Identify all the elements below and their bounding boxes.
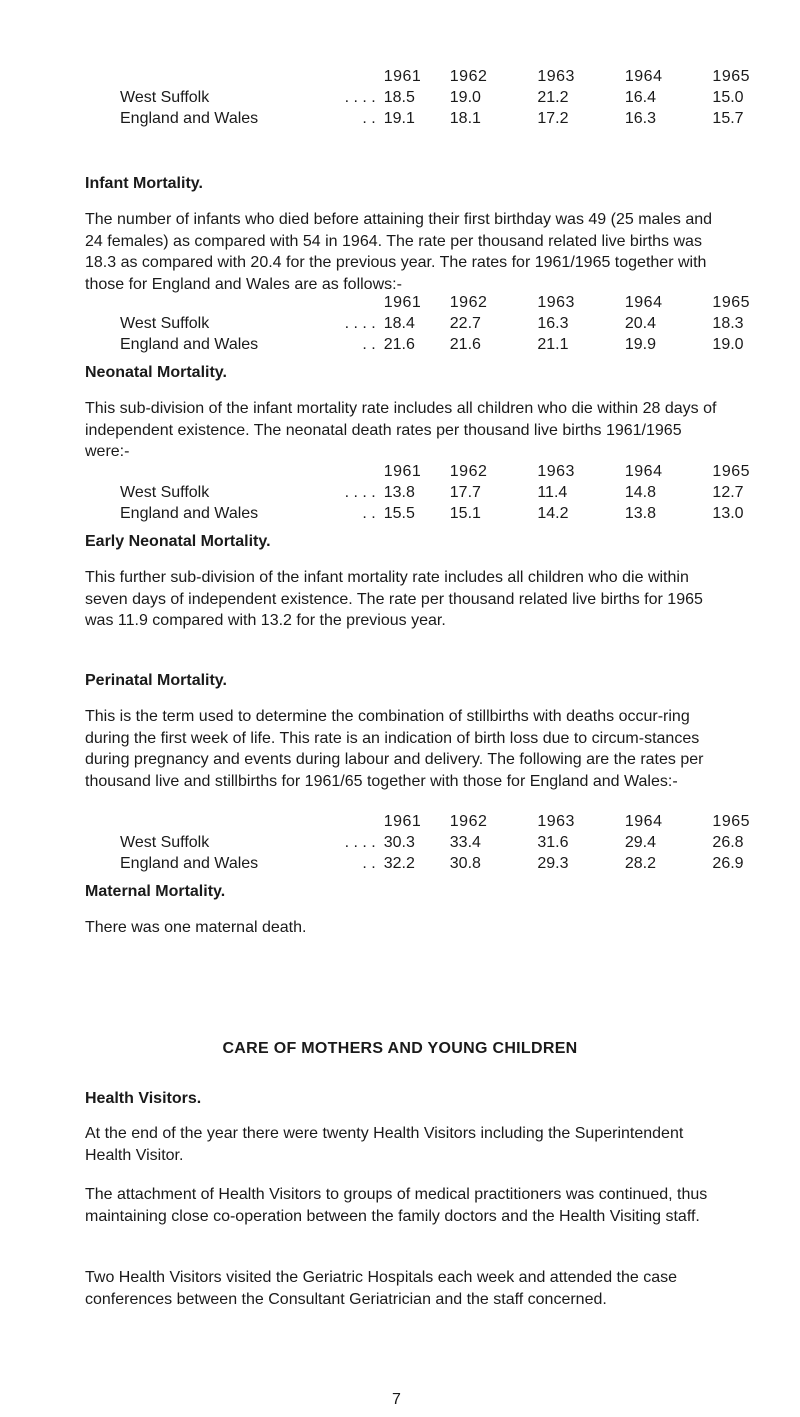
table-row (0, 313, 800, 334)
table-cell: 30.8 (449, 855, 481, 872)
page-number: 7 (392, 1391, 401, 1408)
table-row (0, 482, 800, 503)
leader-dots: . . (362, 505, 376, 522)
table-cell: 18.4 (383, 315, 415, 332)
perinatal-mortality-text: This is the term used to determine the combination of stillbirths with deaths occur-ring during the first week of life. This rate is an indication of birth loss due to circum-stances during pregnancy and events during labour and delivery. The following are the rates per thousand live and stillbirths for 1961/65 together with those for England and Wales:- (85, 708, 704, 790)
early-neonatal-heading: Early Neonatal Mortality. (85, 533, 271, 550)
health-visitors-text-1: At the end of the year there were twenty Health Visitors including the Superintendent Health Visitor. (85, 1125, 684, 1164)
infant-mortality-heading: Infant Mortality. (85, 175, 203, 192)
table-cell: 16.4 (624, 89, 657, 106)
year-header: 1963 (537, 68, 575, 85)
leader-dots: . . . . (344, 834, 376, 851)
table-cell: 32.2 (383, 855, 415, 872)
infant-mortality-table (0, 292, 800, 355)
table-header-row (0, 66, 800, 87)
table-cell: 19.9 (624, 336, 657, 353)
early-neonatal-text: This further sub-division of the infant mortality rate includes all children who die within seven days of independent existence. The rate per thousand related live births for 1965 was 11.9 compared with 13.2 for the previous year. (85, 569, 703, 629)
care-section-title: CARE OF MOTHERS AND YOUNG CHILDREN (222, 1040, 578, 1057)
year-header: 1962 (449, 294, 488, 311)
table-cell: 15.7 (712, 110, 744, 127)
year-header: 1964 (624, 463, 663, 480)
year-header: 1965 (712, 68, 751, 85)
table-cell: 14.8 (624, 484, 657, 501)
row-label: England and Wales (120, 855, 259, 872)
table-cell: 16.3 (624, 110, 657, 127)
table-cell: 15.0 (712, 89, 744, 106)
table-cell: 21.2 (537, 89, 569, 106)
table-cell: 20.4 (624, 315, 657, 332)
year-header: 1961 (383, 68, 422, 85)
neonatal-mortality-heading: Neonatal Mortality. (85, 364, 227, 381)
year-header: 1962 (449, 813, 488, 830)
table-cell: 18.5 (383, 89, 415, 106)
perinatal-mortality-heading: Perinatal Mortality. (85, 672, 227, 689)
leader-dots: . . . . (344, 484, 376, 501)
table-cell: 15.5 (383, 505, 415, 522)
table-cell: 21.6 (383, 336, 415, 353)
year-header: 1961 (383, 813, 422, 830)
year-header: 1961 (383, 463, 422, 480)
table-cell: 11.4 (537, 484, 568, 501)
table-header-row (0, 811, 800, 832)
table-header-row (0, 461, 800, 482)
infant-mortality-text: The number of infants who died before attaining their first birthday was 49 (25 males and 24 females) as compared with 54 in 1964. The rate per thousand related live births was 18.3 as compared with 20.4 for the previous year. The rates for 1961/1965 together with those for England and Wales are as follows:- (85, 211, 713, 293)
row-label: West Suffolk (120, 484, 210, 501)
leader-dots: . . (362, 336, 376, 353)
year-header: 1965 (712, 813, 751, 830)
row-label: England and Wales (120, 336, 259, 353)
table-cell: 12.7 (712, 484, 744, 501)
table-row (0, 87, 800, 108)
table-row (0, 853, 800, 874)
table-header-row (0, 292, 800, 313)
year-header: 1961 (383, 294, 422, 311)
table-cell: 18.1 (449, 110, 481, 127)
table-cell: 30.3 (383, 834, 415, 851)
table-cell: 15.1 (449, 505, 481, 522)
year-header: 1963 (537, 463, 575, 480)
table-cell: 13.0 (712, 505, 744, 522)
table-cell: 17.2 (537, 110, 569, 127)
neonatal-mortality-table (0, 461, 800, 524)
table-cell: 13.8 (624, 505, 657, 522)
table-cell: 31.6 (537, 834, 569, 851)
perinatal-mortality-table (0, 811, 800, 874)
health-visitors-para-3: Two Health Visitors visited the Geriatric Hospitals each week and attended the case conferences between the Consultant Geriatrician and the staff concerned. (85, 1269, 678, 1308)
table-cell: 29.3 (537, 855, 569, 872)
row-label: West Suffolk (120, 315, 210, 332)
table-cell: 29.4 (624, 834, 657, 851)
health-visitors-para-1 (85, 1123, 725, 1166)
table-cell: 17.7 (449, 484, 481, 501)
table-cell: 19.0 (449, 89, 481, 106)
neonatal-mortality-text: This sub-division of the infant mortality rate includes all children who die within 28 days of independent existence. The neonatal death rates per thousand live births 1961/1965 were:- (85, 400, 717, 460)
table-cell: 28.2 (624, 855, 657, 872)
health-visitors-heading: Health Visitors. (85, 1090, 202, 1107)
leader-dots: . . (362, 110, 376, 127)
maternal-mortality-text: There was one maternal death. (85, 919, 307, 936)
table-cell: 16.3 (537, 315, 569, 332)
leader-dots: . . . . (344, 315, 376, 332)
table-cell: 33.4 (449, 834, 481, 851)
maternal-mortality-heading: Maternal Mortality. (85, 883, 226, 900)
table-cell: 26.8 (712, 834, 744, 851)
table-row (0, 503, 800, 524)
table-cell: 14.2 (537, 505, 569, 522)
table-cell: 19.0 (712, 336, 744, 353)
year-header: 1965 (712, 463, 751, 480)
table-row (0, 832, 800, 853)
year-header: 1965 (712, 294, 751, 311)
table-row (0, 108, 800, 129)
year-header: 1964 (624, 813, 663, 830)
year-header: 1964 (624, 294, 663, 311)
year-header: 1964 (624, 68, 663, 85)
leader-dots: . . (362, 855, 376, 872)
birth-rate-table (0, 66, 800, 129)
table-cell: 26.9 (712, 855, 744, 872)
row-label: West Suffolk (120, 89, 210, 106)
row-label: West Suffolk (120, 834, 210, 851)
health-visitors-para-2: The attachment of Health Visitors to groups of medical practitioners was continued, thus maintaining close co-operation between the family doctors and the Health Visiting staff. (85, 1186, 708, 1225)
year-header: 1963 (537, 813, 575, 830)
row-label: England and Wales (120, 110, 259, 127)
table-cell: 22.7 (449, 315, 481, 332)
row-label: England and Wales (120, 505, 259, 522)
table-cell: 19.1 (383, 110, 415, 127)
leader-dots: . . . . (344, 89, 376, 106)
year-header: 1962 (449, 463, 488, 480)
table-cell: 18.3 (712, 315, 744, 332)
table-cell: 21.1 (537, 336, 569, 353)
table-cell: 13.8 (383, 484, 415, 501)
table-row (0, 334, 800, 355)
year-header: 1963 (537, 294, 575, 311)
table-cell: 21.6 (449, 336, 481, 353)
year-header: 1962 (449, 68, 488, 85)
